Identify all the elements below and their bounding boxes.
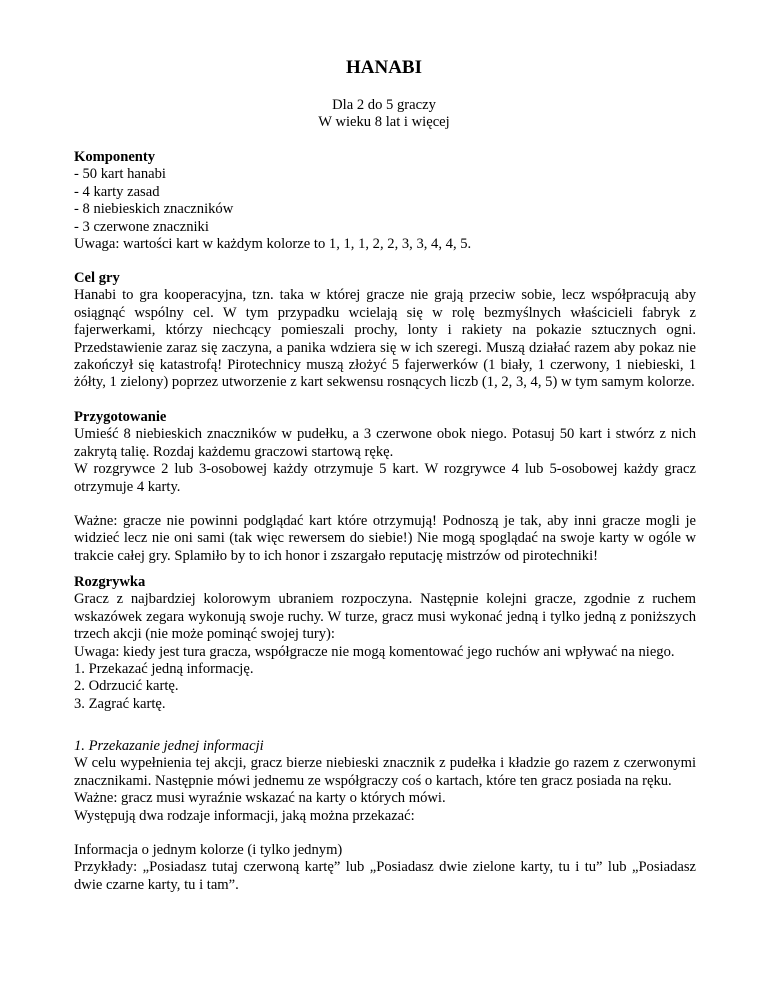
list-item: - 3 czerwone znaczniki	[74, 218, 209, 235]
paragraph: Gracz z najbardziej kolorowym ubraniem rozpoczyna. Następnie kolejni gracze, zgodnie z ruchem wskazówek zegara wykonują swoje ruchy. W turze, gracz musi wykonać jedną i tylko jedną z poniższych trzech akcji (nie może pominąć swojej tury):	[74, 591, 696, 643]
paragraph: Ważne: gracz musi wyraźnie wskazać na karty o których mówi.	[74, 790, 446, 807]
subtitle-block	[0, 97, 768, 132]
document-title: HANABI	[345, 57, 422, 78]
paragraph: Ważne: gracze nie powinni podglądać kart które otrzymują! Podnoszą je tak, aby inni gracze mogli je widzieć lecz nie oni sami (tak więc rewersem do siebie!) Nie mogą spoglądać na swoje karty w ogóle w trakcie całej gry. Splamiło by to ich honor i zszargało reputację mistrzów od pirotechniki!	[74, 513, 696, 564]
section-cel-gry	[74, 270, 696, 392]
list-item: 3. Zagrać kartę.	[74, 695, 166, 712]
list-item: - 50 kart hanabi	[74, 166, 166, 183]
players-count: Dla 2 do 5 graczy	[332, 97, 436, 113]
section-informacja-kolor	[74, 842, 696, 894]
paragraph: Hanabi to gra kooperacyjna, tzn. taka w której gracze nie grają przeciw sobie, lecz współpracują aby osiągnąć wspólny cel. W tym przypadku wcielają się w rolę bezmyślnych właścicieli fabryk z fajerwerkami, którzy niechcący pomieszali prochy, lonty i rakiety na pokazie sztucznych ogni. Przedstawienie zaraz się zaczyna, a panika wdziera się w ich szeregi. Muszą działać razem aby pokaz nie zakończył się katastrofą! Pirotechnicy muszą złożyć 5 fajerwerków (1 biały, 1 czerwony, 1 niebieski, 1 żółty, 1 zielony) poprzez utworzenie z kart sekwensu rosnących liczb (1, 2, 3, 4, 5) w tym samym kolorze.	[74, 287, 696, 391]
list-item: - 4 karty zasad	[74, 183, 160, 200]
section-heading: Komponenty	[74, 149, 156, 165]
list-item: 1. Przekazać jedną informację.	[74, 661, 254, 678]
section-komponenty	[74, 149, 696, 253]
section-przygotowanie	[74, 409, 696, 496]
paragraph: W celu wypełnienia tej akcji, gracz bierze niebieski znacznik z pudełka i kładzie go razem z czerwonymi znacznikami. Następnie mówi jednemu ze współgraczy coś o kartach, które ten gracz posiada na ręku.	[74, 755, 696, 789]
subsection-heading: 1. Przekazanie jednej informacji	[74, 738, 264, 754]
list-item: - 8 niebieskich znaczników	[74, 201, 234, 218]
paragraph: W rozgrywce 2 lub 3-osobowej każdy otrzymuje 5 kart. W rozgrywce 4 lub 5-osobowej każdy gracz otrzymuje 4 karty.	[74, 461, 696, 495]
paragraph: Uwaga: kiedy jest tura gracza, współgracze nie mogą komentować jego ruchów ani wpływać na niego.	[74, 643, 675, 660]
section-wazne	[74, 513, 696, 565]
paragraph: Informacja o jednym kolorze (i tylko jednym)	[74, 842, 343, 858]
section-informacja	[74, 738, 696, 825]
section-heading: Rozgrywka	[74, 574, 146, 590]
paragraph: Umieść 8 niebieskich znaczników w pudełku, a 3 czerwone obok niego. Potasuj 50 kart i stwórz z nich zakrytą talię. Rozdaj każdemu graczowi startową rękę.	[74, 426, 696, 460]
paragraph: Przykłady: „Posiadasz tutaj czerwoną kartę” lub „Posiadasz dwie zielone karty, tu i tu” lub „Posiadasz dwie czarne karty, tu i tam”.	[74, 859, 696, 893]
list-item: 2. Odrzucić kartę.	[74, 678, 179, 695]
paragraph: Występują dwa rodzaje informacji, jaką można przekazać:	[74, 807, 415, 824]
section-heading: Przygotowanie	[74, 409, 167, 425]
section-rozgrywka	[74, 574, 696, 713]
note-text: Uwaga: wartości kart w każdym kolorze to 1, 1, 1, 2, 2, 3, 3, 4, 4, 5.	[74, 236, 472, 253]
section-heading: Cel gry	[74, 270, 120, 286]
age-info: W wieku 8 lat i więcej	[318, 114, 450, 131]
